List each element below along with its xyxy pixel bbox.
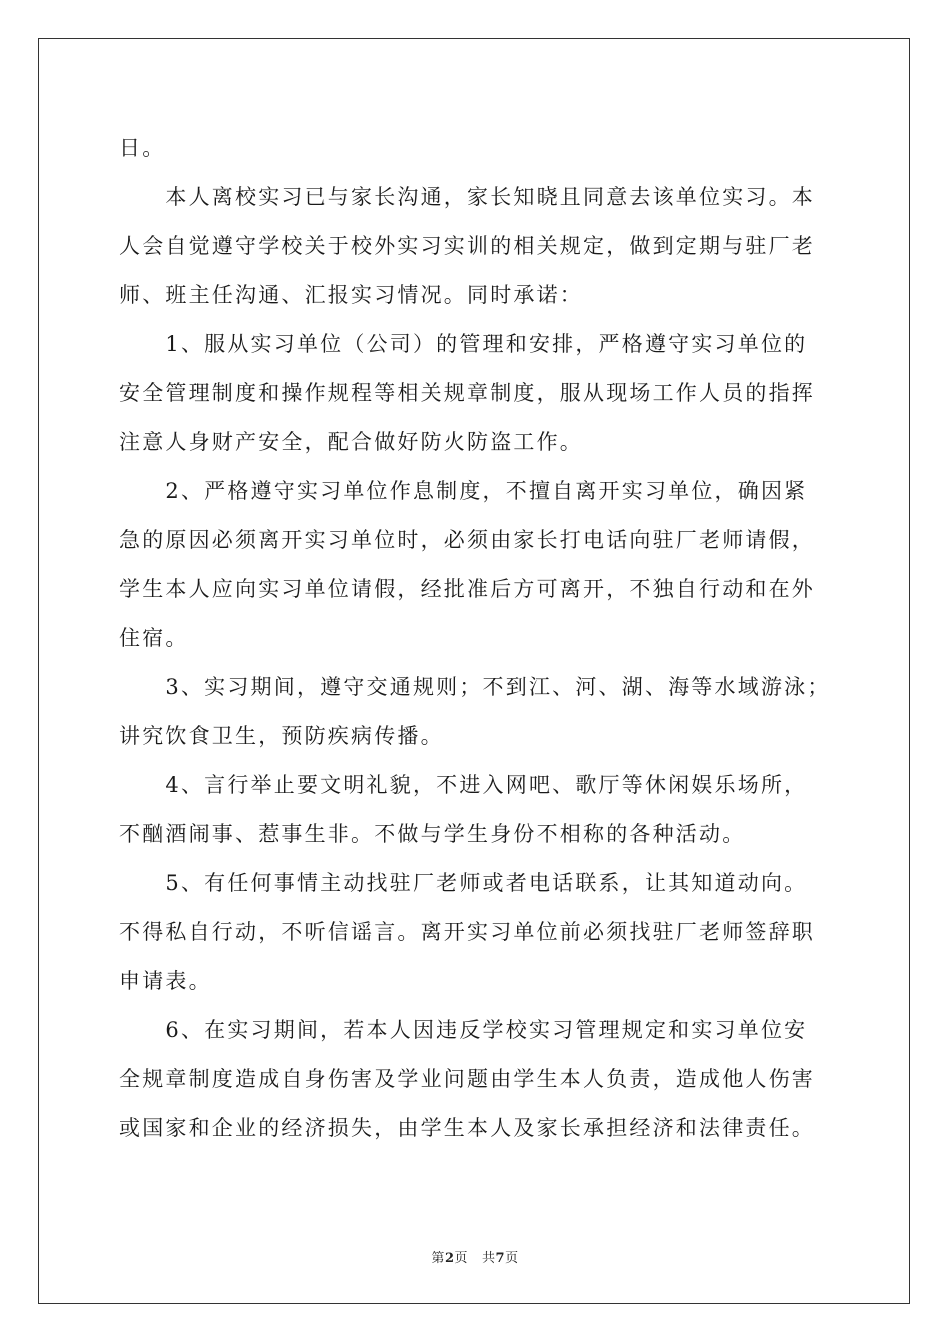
text-line: 不酗酒闹事、惹事生非。不做与学生身份不相称的各种活动。 [119, 822, 746, 846]
document-body [119, 124, 831, 1153]
page-prefix: 第 [431, 1251, 445, 1266]
text-line: 全规章制度造成自身伤害及学业问题由学生本人负责，造成他人伤害 [119, 1067, 815, 1091]
text-line: 6、在实习期间，若本人因违反学校实习管理规定和实习单位安 [119, 1018, 808, 1042]
text-line: 人会自觉遵守学校关于校外实习实训的相关规定，做到定期与驻厂老 [119, 234, 815, 258]
text-line: 2、严格遵守实习单位作息制度，不擅自离开实习单位，确因紧 [119, 479, 808, 503]
text-line: 本人离校实习已与家长沟通，家长知晓且同意去该单位实习。本 [119, 185, 815, 209]
text-line: 学生本人应向实习单位请假，经批准后方可离开，不独自行动和在外 [119, 577, 815, 601]
text-line: 讲究饮食卫生，预防疾病传播。 [119, 724, 444, 748]
total-prefix: 共 [482, 1251, 496, 1266]
text-line: 日。 [119, 136, 166, 160]
text-line: 不得私自行动，不听信谣言。离开实习单位前必须找驻厂老师签辞职 [119, 920, 815, 944]
text-line: 急的原因必须离开实习单位时，必须由家长打电话向驻厂老师请假， [119, 528, 815, 552]
body-text [119, 124, 831, 1153]
text-line: 注意人身财产安全，配合做好防火防盗工作。 [119, 430, 583, 454]
page-number [431, 1247, 468, 1266]
text-line: 住宿。 [119, 626, 189, 650]
text-line: 申请表。 [119, 969, 212, 993]
text-line: 5、有任何事情主动找驻厂老师或者电话联系，让其知道动向。 [119, 871, 808, 895]
text-line: 4、言行举止要文明礼貌，不进入网吧、歌厅等休闲娱乐场所， [119, 773, 808, 797]
page-footer [0, 1247, 950, 1266]
page-current: 2 [444, 1251, 455, 1266]
text-line: 师、班主任沟通、汇报实习情况。同时承诺： [119, 283, 583, 307]
page-suffix: 页 [454, 1251, 468, 1266]
text-line: 安全管理制度和操作规程等相关规章制度，服从现场工作人员的指挥 [119, 381, 815, 405]
text-line: 或国家和企业的经济损失，由学生本人及家长承担经济和法律责任。 [119, 1116, 815, 1140]
total-count: 7 [495, 1251, 506, 1266]
text-line: 1、服从实习单位（公司）的管理和安排，严格遵守实习单位的 [119, 332, 808, 356]
total-suffix: 页 [505, 1251, 519, 1266]
text-line: 3、实习期间，遵守交通规则；不到江、河、湖、海等水域游泳； [119, 675, 831, 699]
page-total [482, 1247, 519, 1266]
